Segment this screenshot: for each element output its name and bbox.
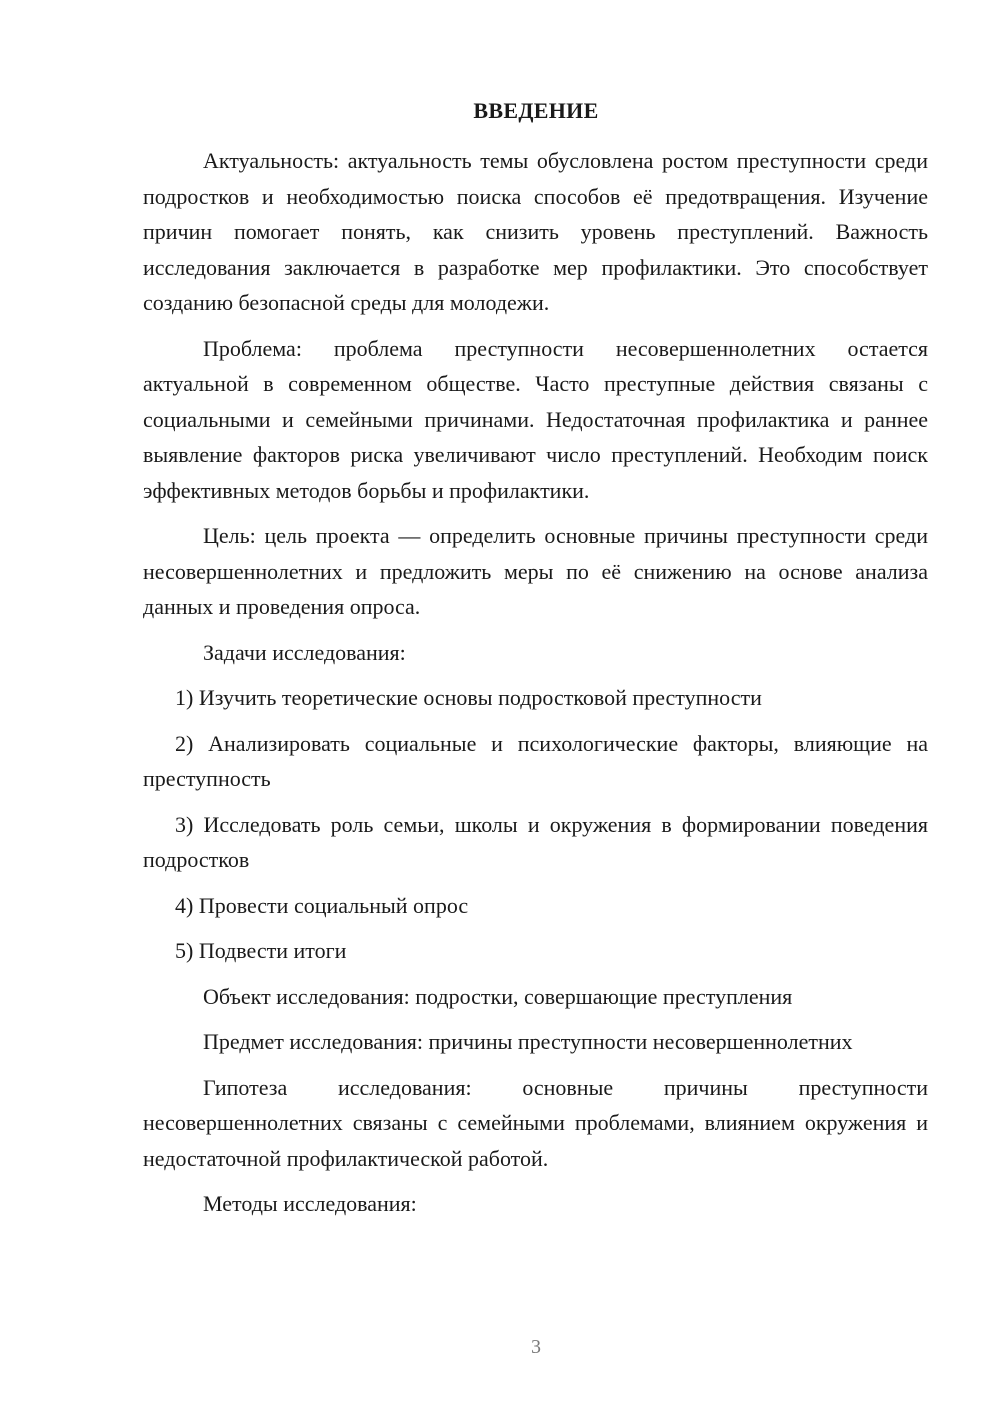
task-item: 1) Изучить теоретические основы подростковой преступности (175, 685, 762, 710)
paragraph-subject: Предмет исследования: причины преступности несовершеннолетних (203, 1029, 853, 1054)
document-body (143, 143, 928, 1232)
page-title: ВВЕДЕНИЕ (473, 98, 599, 123)
paragraph-problem: Проблема: проблема преступности несовершеннолетних остается актуальной в современном обществе. Часто преступные действия связаны с социальными и семейными причинами. Недостаточная профилактика и раннее выявление факторов риска увеличивают число преступлений. Необходим поиск эффективных методов борьбы и профилактики. (143, 335, 928, 503)
paragraph-relevance: Актуальность: актуальность темы обусловлена ростом преступности среди подростков и необходимостью поиска способов её предотвращения. Изучение причин помогает понять, как снизить уровень преступлений. Важность исследования заключается в разработке мер профилактики. Это способствует созданию безопасной среды для молодежи. (143, 148, 928, 315)
task-item: 2) Анализировать социальные и психологические факторы, влияющие на преступность (143, 730, 928, 791)
task-item: 4) Провести социальный опрос (175, 892, 469, 918)
page-number: 3 (531, 1336, 541, 1358)
paragraph-object: Объект исследования: подростки, совершающие преступления (203, 983, 793, 1009)
task-item: 5) Подвести итоги (175, 938, 347, 963)
paragraph-methods: Методы исследования: (203, 1191, 417, 1216)
paragraph-hypothesis: Гипотеза исследования: основные причины преступности несовершеннолетних связаны с семейными проблемами, влиянием окружения и недостаточной профилактической работой. (143, 1074, 928, 1171)
task-item: 3) Исследовать роль семьи, школы и окружения в формировании поведения подростков (143, 811, 928, 872)
paragraph-goal: Цель: цель проекта — определить основные причины преступности среди несовершеннолетних и предложить меры по её снижению на основе анализа данных и проведения опроса. (143, 523, 928, 619)
paragraph-tasks-heading: Задачи исследования: (203, 639, 406, 665)
